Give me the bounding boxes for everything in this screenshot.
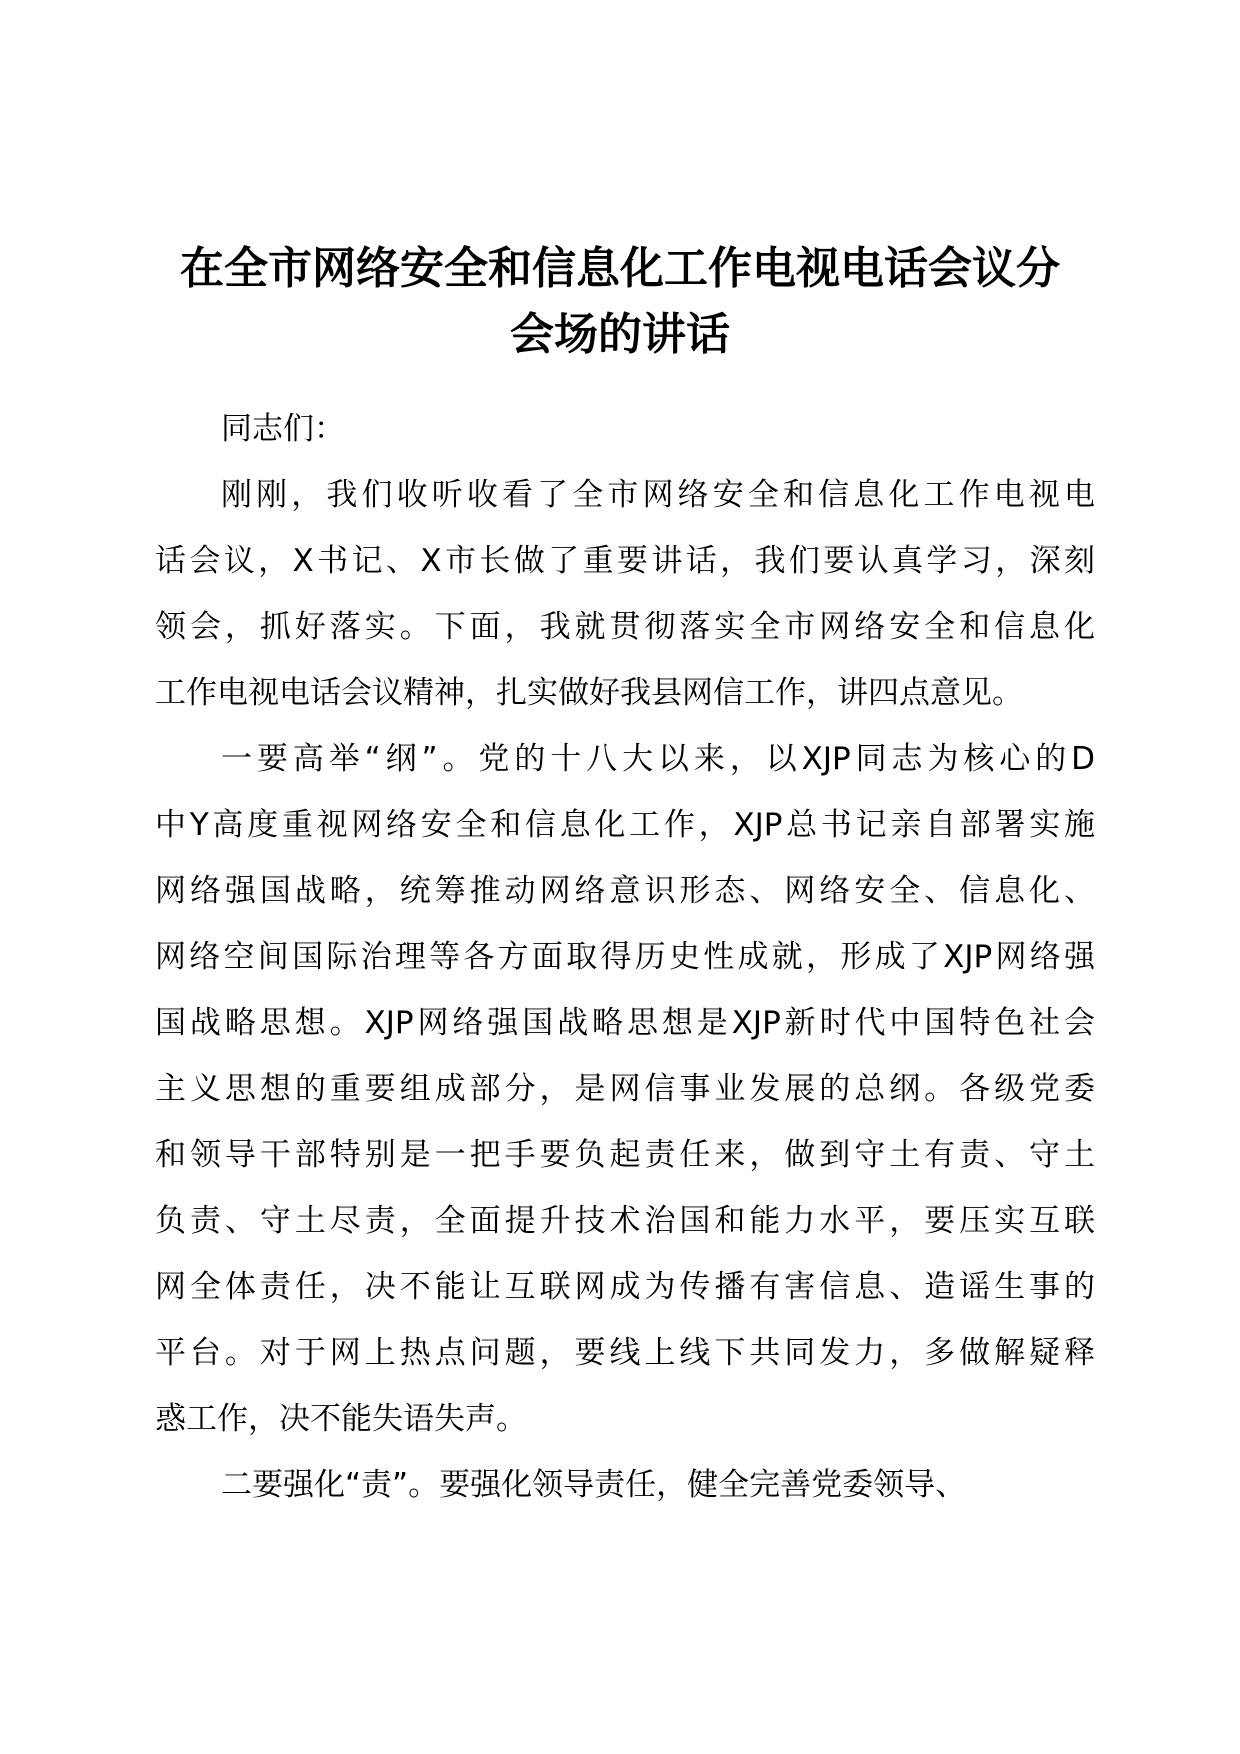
paragraph-line: 和领导干部特别是一把手要负起责任来，做到守土有责、守土 [155,1137,1095,1173]
title-line: 在全市网络安全和信息化工作电视电话会议分 [180,243,1060,294]
paragraph-line: 网络强国战略，统筹推动网络意识形态、网络安全、信息化、 [155,873,1095,909]
paragraph-line: 话会议，X书记、X市长做了重要讲话，我们要认真学习，深刻 [155,543,1095,579]
paragraph-point-one [155,726,1095,1452]
document-title [150,236,1090,368]
paragraph-point-two [155,1452,1095,1518]
paragraph-line: 刚刚，我们收听收看了全市网络安全和信息化工作电视电 [221,477,1095,513]
paragraph-line: 一要高举“纲”。党的十八大以来，以XJP同志为核心的D [221,741,1095,777]
paragraph-line: 平台。对于网上热点问题，要线上线下共同发力，多做解疑释 [155,1335,1095,1371]
paragraph-line: 领会，抓好落实。下面，我就贯彻落实全市网络安全和信息化 [155,609,1095,645]
paragraph-line: 负责、守土尽责，全面提升技术治国和能力水平，要压实互联 [155,1203,1095,1239]
paragraph-line: 网全体责任，决不能让互联网成为传播有害信息、造谣生事的 [155,1269,1095,1305]
paragraph-line: 中Y高度重视网络安全和信息化工作，XJP总书记亲自部署实施 [155,807,1095,843]
salutation: 同志们： [221,411,345,447]
salutation-paragraph [155,396,1095,462]
paragraph-line: 惑工作，决不能失语失声。 [155,1401,527,1437]
paragraph-line: 国战略思想。XJP网络强国战略思想是XJP新时代中国特色社会 [155,1005,1095,1041]
paragraph-line: 主义思想的重要组成部分，是网信事业发展的总纲。各级党委 [155,1071,1095,1107]
document-body [155,396,1095,1518]
paragraph-intro [155,462,1095,726]
paragraph-line: 工作电视电话会议精神，扎实做好我县网信工作，讲四点意见。 [155,675,1023,711]
title-line: 会场的讲话 [510,309,730,360]
paragraph-line: 二要强化“责”。要强化领导责任，健全完善党委领导、 [221,1467,967,1503]
paragraph-line: 网络空间国际治理等各方面取得历史性成就，形成了XJP网络强 [155,939,1095,975]
